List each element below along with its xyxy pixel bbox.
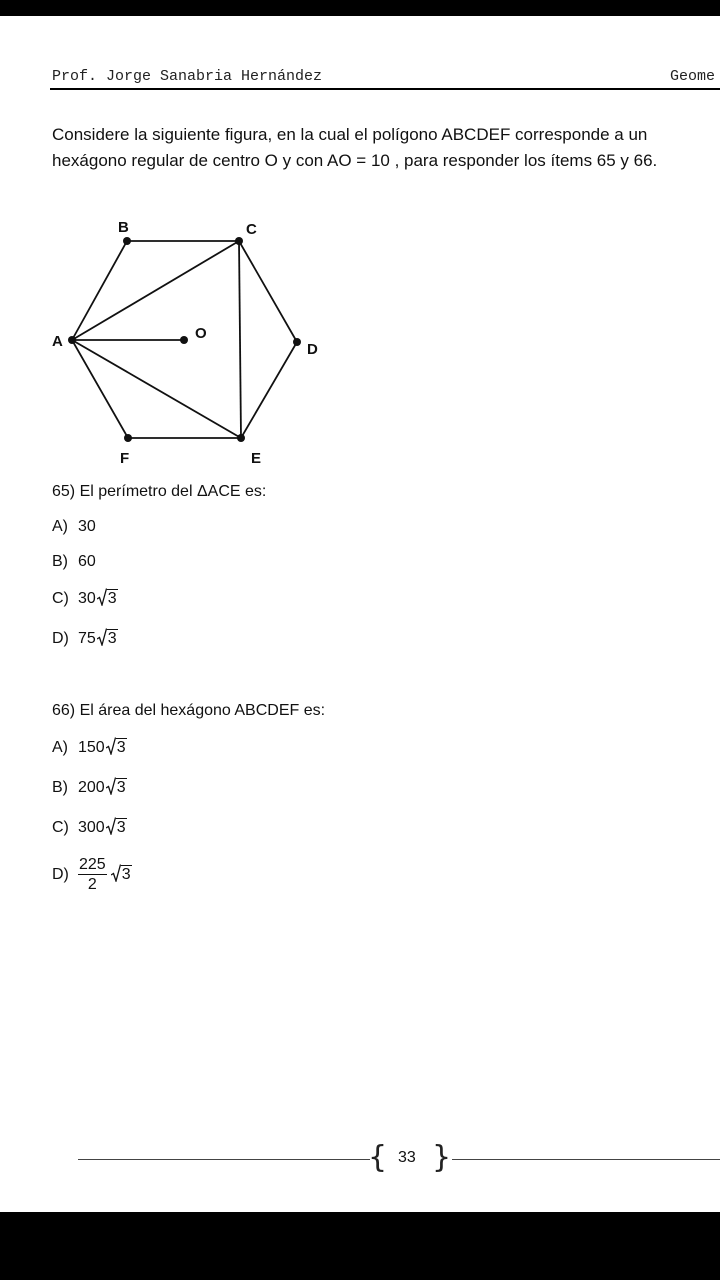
label-B: B xyxy=(118,219,129,236)
segment-AE xyxy=(72,340,241,438)
sqrt-symbol xyxy=(106,737,116,755)
footer-rule-right xyxy=(452,1159,720,1160)
option-letter: B) xyxy=(52,553,68,570)
option-coefficient: 200 xyxy=(78,779,105,796)
option-letter: C) xyxy=(52,590,69,607)
option-letter: A) xyxy=(52,518,68,535)
q66-option-c xyxy=(52,819,127,837)
sqrt-symbol xyxy=(111,864,121,882)
option-letter: C) xyxy=(52,819,69,836)
intro-line-2: hexágono regular de centro O y con AO = 10 , para responder los ítems 65 y 66. xyxy=(52,151,658,170)
sqrt-symbol xyxy=(106,817,116,835)
right-brace-icon: } xyxy=(432,1140,452,1175)
option-letter: A) xyxy=(52,739,68,756)
sqrt-expression xyxy=(111,866,132,884)
radicand: 3 xyxy=(107,590,117,607)
sqrt-expression xyxy=(106,819,127,837)
option-coefficient: 75 xyxy=(78,630,96,647)
radicand: 3 xyxy=(116,739,126,756)
label-D: D xyxy=(307,341,318,358)
top-black-bar xyxy=(0,0,720,16)
q66-option-b xyxy=(52,779,127,797)
fraction xyxy=(78,855,107,894)
left-brace-icon: { xyxy=(368,1140,388,1175)
label-F: F xyxy=(120,450,130,467)
sqrt-expression xyxy=(106,779,127,797)
q65-option-d xyxy=(52,630,118,648)
header-author: Prof. Jorge Sanabria Hernández xyxy=(52,68,323,85)
fraction-numerator: 225 xyxy=(79,856,106,873)
segment-CE xyxy=(239,241,241,438)
point-O xyxy=(180,336,188,344)
header-rule xyxy=(50,88,720,90)
radicand: 3 xyxy=(121,865,131,883)
footer-rule-left xyxy=(78,1159,370,1160)
question-66-prompt: 66) El área del hexágono ABCDEF es: xyxy=(52,702,326,719)
label-A: A xyxy=(52,333,63,350)
radicand: 3 xyxy=(107,630,117,647)
option-letter: D) xyxy=(52,865,69,883)
radicand: 3 xyxy=(116,779,126,796)
sqrt-expression xyxy=(106,739,127,757)
option-coefficient: 30 xyxy=(78,590,96,607)
hexagon-figure xyxy=(40,210,340,470)
label-O: O xyxy=(195,325,207,342)
q65-option-b xyxy=(52,553,96,571)
sqrt-symbol xyxy=(106,777,116,795)
header-subject: Geome xyxy=(670,68,716,85)
point-D xyxy=(293,338,301,346)
fraction-denominator: 2 xyxy=(87,876,97,893)
sqrt-expression xyxy=(97,590,118,608)
intro-paragraph xyxy=(52,122,712,174)
label-C: C xyxy=(246,221,257,238)
point-A xyxy=(68,336,76,344)
point-B xyxy=(123,237,131,245)
option-letter: B) xyxy=(52,779,68,796)
label-E: E xyxy=(251,450,262,467)
option-letter: D) xyxy=(52,630,69,647)
sqrt-symbol xyxy=(97,628,107,646)
option-coefficient: 150 xyxy=(78,739,105,756)
intro-line-1: Considere la siguiente figura, en la cual el polígono ABCDEF corresponde a un xyxy=(52,125,648,144)
point-C xyxy=(235,237,243,245)
point-E xyxy=(237,434,245,442)
radicand: 3 xyxy=(116,819,126,836)
option-coefficient: 300 xyxy=(78,819,105,836)
page-number: 33 xyxy=(398,1149,416,1166)
point-F xyxy=(124,434,132,442)
option-value: 60 xyxy=(78,553,96,570)
sqrt-expression xyxy=(97,630,118,648)
option-value: 30 xyxy=(78,518,96,535)
sqrt-symbol xyxy=(97,588,107,606)
q66-option-d xyxy=(52,855,132,894)
q66-option-a xyxy=(52,739,127,757)
q65-option-a xyxy=(52,518,96,536)
bottom-black-bar xyxy=(0,1212,720,1280)
question-65-prompt: 65) El perímetro del ΔACE es: xyxy=(52,483,267,500)
segment-AC xyxy=(72,241,239,340)
q65-option-c xyxy=(52,590,118,608)
